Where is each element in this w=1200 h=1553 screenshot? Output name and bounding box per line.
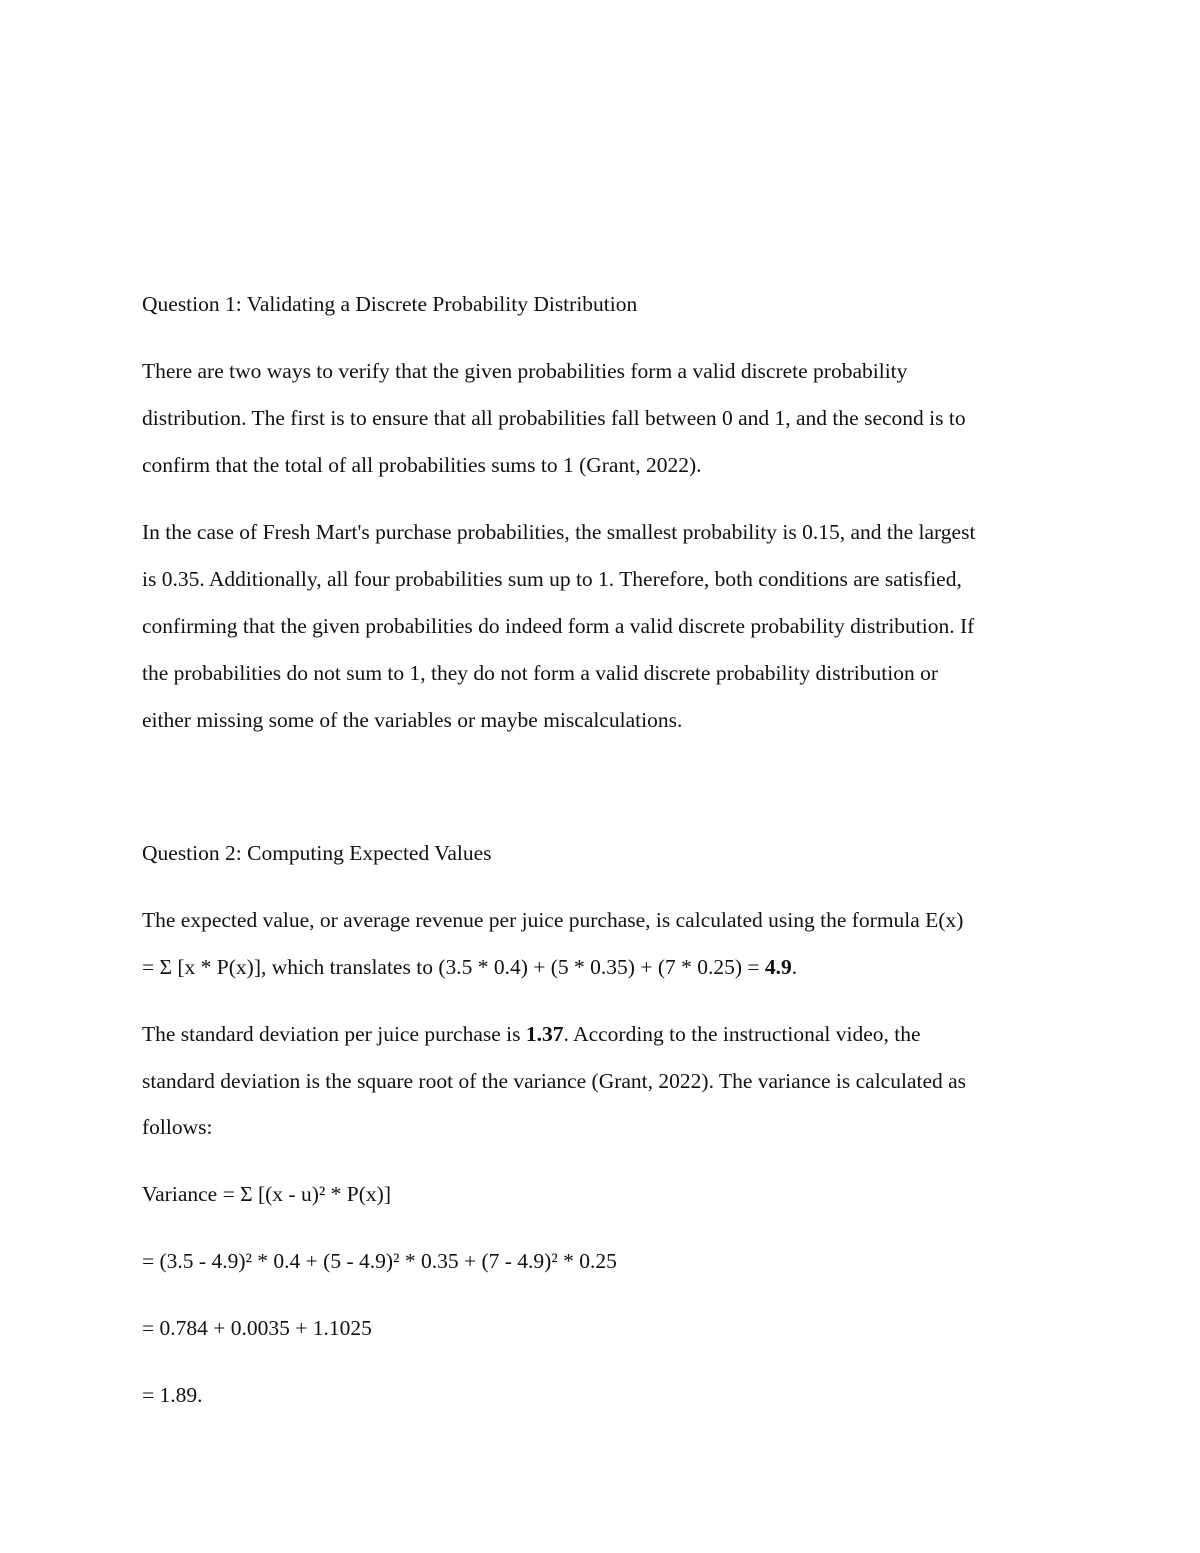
std-dev-text-continued: . According to the instructional video, the xyxy=(563,1022,921,1046)
variance-step-1: = (3.5 - 4.9)² * 0.4 + (5 - 4.9)² * 0.35 + (7 - 4.9)² * 0.25 xyxy=(142,1249,617,1273)
variance-step-3: = 1.89. xyxy=(142,1383,203,1407)
q2-paragraph-2-line-1 xyxy=(142,1020,921,1048)
q1-paragraph-2-line-1: In the case of Fresh Mart's purchase probabilities, the smallest probability is 0.15, and the largest xyxy=(142,520,976,544)
variance-step-2: = 0.784 + 0.0035 + 1.1025 xyxy=(142,1316,372,1340)
q2-paragraph-2-line-2: standard deviation is the square root of the variance (Grant, 2022). The variance is calculated as xyxy=(142,1069,967,1093)
q2-paragraph-1-line-2 xyxy=(142,953,797,981)
expected-value-formula: = Σ [x * P(x)], which translates to (3.5 * 0.4) + (5 * 0.35) + (7 * 0.25) = xyxy=(142,955,765,979)
period: . xyxy=(791,955,798,979)
q1-paragraph-1-line-3: confirm that the total of all probabilities sums to 1 (Grant, 2022). xyxy=(142,453,702,477)
question-2-heading: Question 2: Computing Expected Values xyxy=(142,841,492,865)
std-dev-result: 1.37 xyxy=(525,1022,564,1046)
q1-paragraph-1-line-1: There are two ways to verify that the given probabilities form a valid discrete probability xyxy=(142,359,908,383)
q1-paragraph-2-line-5: either missing some of the variables or maybe miscalculations. xyxy=(142,708,683,732)
q1-paragraph-1-line-2: distribution. The first is to ensure that all probabilities fall between 0 and 1, and the second is to xyxy=(142,406,966,430)
q2-paragraph-2-line-3: follows: xyxy=(142,1115,213,1139)
q1-paragraph-2-line-4: the probabilities do not sum to 1, they do not form a valid discrete probability distribution or xyxy=(142,661,938,685)
variance-formula: Variance = Σ [(x - u)² * P(x)] xyxy=(142,1182,391,1206)
q1-paragraph-2-line-3: confirming that the given probabilities do indeed form a valid discrete probability distribution. If xyxy=(142,614,975,638)
std-dev-text: The standard deviation per juice purchase is xyxy=(142,1022,526,1046)
q1-paragraph-2-line-2: is 0.35. Additionally, all four probabilities sum up to 1. Therefore, both conditions are satisfied, xyxy=(142,567,962,591)
q2-paragraph-1-line-1: The expected value, or average revenue per juice purchase, is calculated using the formula E(x) xyxy=(142,908,964,932)
question-1-heading: Question 1: Validating a Discrete Probability Distribution xyxy=(142,292,638,316)
expected-value-result: 4.9 xyxy=(764,955,792,979)
